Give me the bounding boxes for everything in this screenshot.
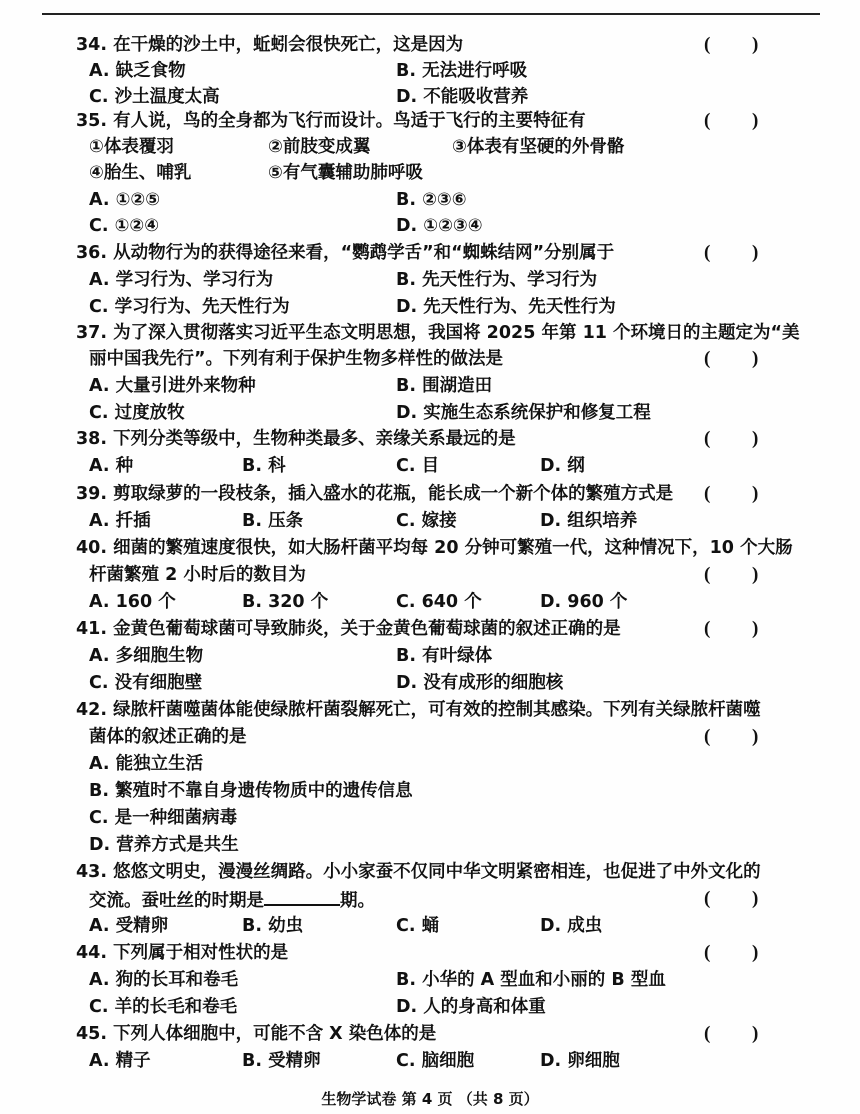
option-d: D. ①②③④ <box>396 216 483 236</box>
options-row <box>0 267 860 293</box>
item-2: ②前肢变成翼 <box>268 137 371 157</box>
question-40 <box>0 535 860 561</box>
option-d: D. 实施生态系统保护和修复工程 <box>396 403 651 423</box>
question-stem: 40. 细菌的繁殖速度很快，如大肠杆菌平均每 20 分钟可繁殖一代，这种情况下，10 个大肠 <box>76 538 793 558</box>
question-stem-cont <box>89 886 375 914</box>
option-a: A. 160 个 <box>89 592 176 612</box>
option-b: B. 有叶绿体 <box>396 646 493 666</box>
option-d: D. 先天性行为、先天性行为 <box>396 297 616 317</box>
answer-bracket-close: ) <box>752 726 759 747</box>
answer-bracket-open: ( <box>704 34 711 55</box>
answer-bracket-close: ) <box>752 483 759 504</box>
option-c: C. ①②④ <box>89 216 160 236</box>
options-row <box>0 589 860 615</box>
top-rule <box>42 13 820 15</box>
question-45 <box>0 1021 860 1047</box>
option-a: A. 大量引进外来物种 <box>89 376 256 396</box>
option-row <box>0 778 860 804</box>
stem-part-2: 期。 <box>340 891 375 911</box>
question-stem: 41. 金黄色葡萄球菌可导致肺炎，关于金黄色葡萄球菌的叙述正确的是 <box>76 619 621 639</box>
option-a: A. 扦插 <box>89 511 151 531</box>
items-row <box>0 134 860 160</box>
option-b: B. 幼虫 <box>242 916 304 936</box>
question-42 <box>0 697 860 723</box>
option-row <box>0 805 860 831</box>
option-c: C. 脑细胞 <box>396 1051 475 1071</box>
option-d: D. 纲 <box>540 456 585 476</box>
answer-bracket-open: ( <box>704 564 711 585</box>
option-c: C. 蛹 <box>396 916 440 936</box>
options-row <box>0 453 860 479</box>
option-row <box>0 751 860 777</box>
options-row <box>0 187 860 213</box>
items-row <box>0 160 860 186</box>
question-43-cont <box>0 886 860 912</box>
question-stem-cont: 杆菌繁殖 2 小时后的数目为 <box>89 565 306 585</box>
option-c: C. 640 个 <box>396 592 482 612</box>
option-d: D. 没有成形的细胞核 <box>396 673 564 693</box>
option-a: A. 多细胞生物 <box>89 646 204 666</box>
option-a: A. ①②⑤ <box>89 190 161 210</box>
question-stem-cont: 丽中国我先行”。下列有利于保护生物多样性的做法是 <box>89 349 503 369</box>
option-c: C. 过度放牧 <box>89 403 185 423</box>
question-stem: 34. 在干燥的沙土中，蚯蚓会很快死亡，这是因为 <box>76 35 464 55</box>
option-b: B. 无法进行呼吸 <box>396 61 528 81</box>
answer-bracket-close: ) <box>752 942 759 963</box>
question-stem: 36. 从动物行为的获得途径来看，“鹦鹉学舌”和“蜘蛛结网”分别属于 <box>76 243 615 263</box>
fill-in-blank <box>264 886 340 906</box>
option-b: B. 先天性行为、学习行为 <box>396 270 598 290</box>
item-4: ④胎生、哺乳 <box>89 163 192 183</box>
answer-bracket-close: ) <box>752 34 759 55</box>
option-b: B. 受精卵 <box>242 1051 321 1071</box>
question-38 <box>0 426 860 452</box>
option-d: D. 组织培养 <box>540 511 638 531</box>
option-b: B. 320 个 <box>242 592 329 612</box>
question-stem: 38. 下列分类等级中，生物种类最多、亲缘关系最远的是 <box>76 429 516 449</box>
option-c: C. 目 <box>396 456 440 476</box>
item-3: ③体表有坚硬的外骨骼 <box>452 137 625 157</box>
options-row <box>0 294 860 320</box>
options-row <box>0 373 860 399</box>
options-row <box>0 643 860 669</box>
option-d: D. 卵细胞 <box>540 1051 620 1071</box>
question-stem: 37. 为了深入贯彻落实习近平生态文明思想，我国将 2025 年第 11 个环境日的主题定为“美 <box>76 323 800 343</box>
question-34 <box>0 32 860 58</box>
question-36 <box>0 240 860 266</box>
option-a: A. 缺乏食物 <box>89 61 186 81</box>
page-footer: 生物学试卷 第 4 页 （共 8 页） <box>321 1090 539 1108</box>
question-37-cont <box>0 346 860 372</box>
options-row <box>0 508 860 534</box>
answer-bracket-open: ( <box>704 618 711 639</box>
question-39 <box>0 481 860 507</box>
question-stem: 42. 绿脓杆菌噬菌体能使绿脓杆菌裂解死亡，可有效的控制其感染。下列有关绿脓杆菌噬 <box>76 700 761 720</box>
option-b: B. 小华的 A 型血和小丽的 B 型血 <box>396 970 666 990</box>
item-1: ①体表覆羽 <box>89 137 174 157</box>
answer-bracket-close: ) <box>752 564 759 585</box>
option-d: D. 人的身高和体重 <box>396 997 546 1017</box>
options-row <box>0 213 860 239</box>
options-row <box>0 84 860 110</box>
answer-bracket-open: ( <box>704 942 711 963</box>
options-row <box>0 994 860 1020</box>
option-row <box>0 832 860 858</box>
question-35 <box>0 108 860 134</box>
option-c: C. 学习行为、先天性行为 <box>89 297 290 317</box>
option-a: A. 种 <box>89 456 134 476</box>
item-5: ⑤有气囊辅助肺呼吸 <box>268 163 423 183</box>
option-d: D. 营养方式是共生 <box>89 835 239 855</box>
option-b: B. 繁殖时不靠自身遗传物质中的遗传信息 <box>89 781 413 801</box>
option-d: D. 不能吸收营养 <box>396 87 529 107</box>
answer-bracket-open: ( <box>704 726 711 747</box>
option-d: D. 960 个 <box>540 592 628 612</box>
option-a: A. 狗的长耳和卷毛 <box>89 970 239 990</box>
answer-bracket-open: ( <box>704 242 711 263</box>
answer-bracket-close: ) <box>752 618 759 639</box>
question-44 <box>0 940 860 966</box>
answer-bracket-close: ) <box>752 242 759 263</box>
answer-bracket-open: ( <box>704 110 711 131</box>
stem-part-1: 交流。蚕吐丝的时期是 <box>89 891 264 911</box>
question-stem: 43. 悠悠文明史，漫漫丝绸路。小小家蚕不仅同中华文明紧密相连，也促进了中外文化的 <box>76 862 761 882</box>
option-b: B. 科 <box>242 456 286 476</box>
answer-bracket-close: ) <box>752 1023 759 1044</box>
answer-bracket-close: ) <box>752 428 759 449</box>
option-c: C. 没有细胞壁 <box>89 673 203 693</box>
question-stem: 45. 下列人体细胞中，可能不含 X 染色体的是 <box>76 1024 437 1044</box>
question-42-cont <box>0 724 860 750</box>
option-c: C. 羊的长毛和卷毛 <box>89 997 238 1017</box>
option-c: C. 沙土温度太高 <box>89 87 220 107</box>
options-row <box>0 670 860 696</box>
options-row <box>0 58 860 84</box>
answer-bracket-open: ( <box>704 888 711 909</box>
option-c: C. 是一种细菌病毒 <box>89 808 238 828</box>
options-row <box>0 1048 860 1074</box>
answer-bracket-open: ( <box>704 1023 711 1044</box>
answer-bracket-open: ( <box>704 348 711 369</box>
question-40-cont <box>0 562 860 588</box>
option-b: B. ②③⑥ <box>396 190 467 210</box>
question-stem: 44. 下列属于相对性状的是 <box>76 943 289 963</box>
option-a: A. 能独立生活 <box>89 754 204 774</box>
question-stem: 39. 剪取绿萝的一段枝条，插入盛水的花瓶，能长成一个新个体的繁殖方式是 <box>76 484 674 504</box>
option-d: D. 成虫 <box>540 916 603 936</box>
option-b: B. 压条 <box>242 511 304 531</box>
answer-bracket-close: ) <box>752 110 759 131</box>
question-37 <box>0 320 860 346</box>
options-row <box>0 913 860 939</box>
option-a: A. 学习行为、学习行为 <box>89 270 274 290</box>
question-43 <box>0 859 860 885</box>
option-a: A. 受精卵 <box>89 916 169 936</box>
answer-bracket-close: ) <box>752 348 759 369</box>
option-b: B. 围湖造田 <box>396 376 493 396</box>
question-41 <box>0 616 860 642</box>
options-row <box>0 967 860 993</box>
options-row <box>0 400 860 426</box>
answer-bracket-open: ( <box>704 428 711 449</box>
answer-bracket-open: ( <box>704 483 711 504</box>
answer-bracket-close: ) <box>752 888 759 909</box>
option-a: A. 精子 <box>89 1051 151 1071</box>
question-stem: 35. 有人说，鸟的全身都为飞行而设计。鸟适于飞行的主要特征有 <box>76 111 586 131</box>
option-c: C. 嫁接 <box>396 511 457 531</box>
question-stem-cont: 菌体的叙述正确的是 <box>89 727 247 747</box>
